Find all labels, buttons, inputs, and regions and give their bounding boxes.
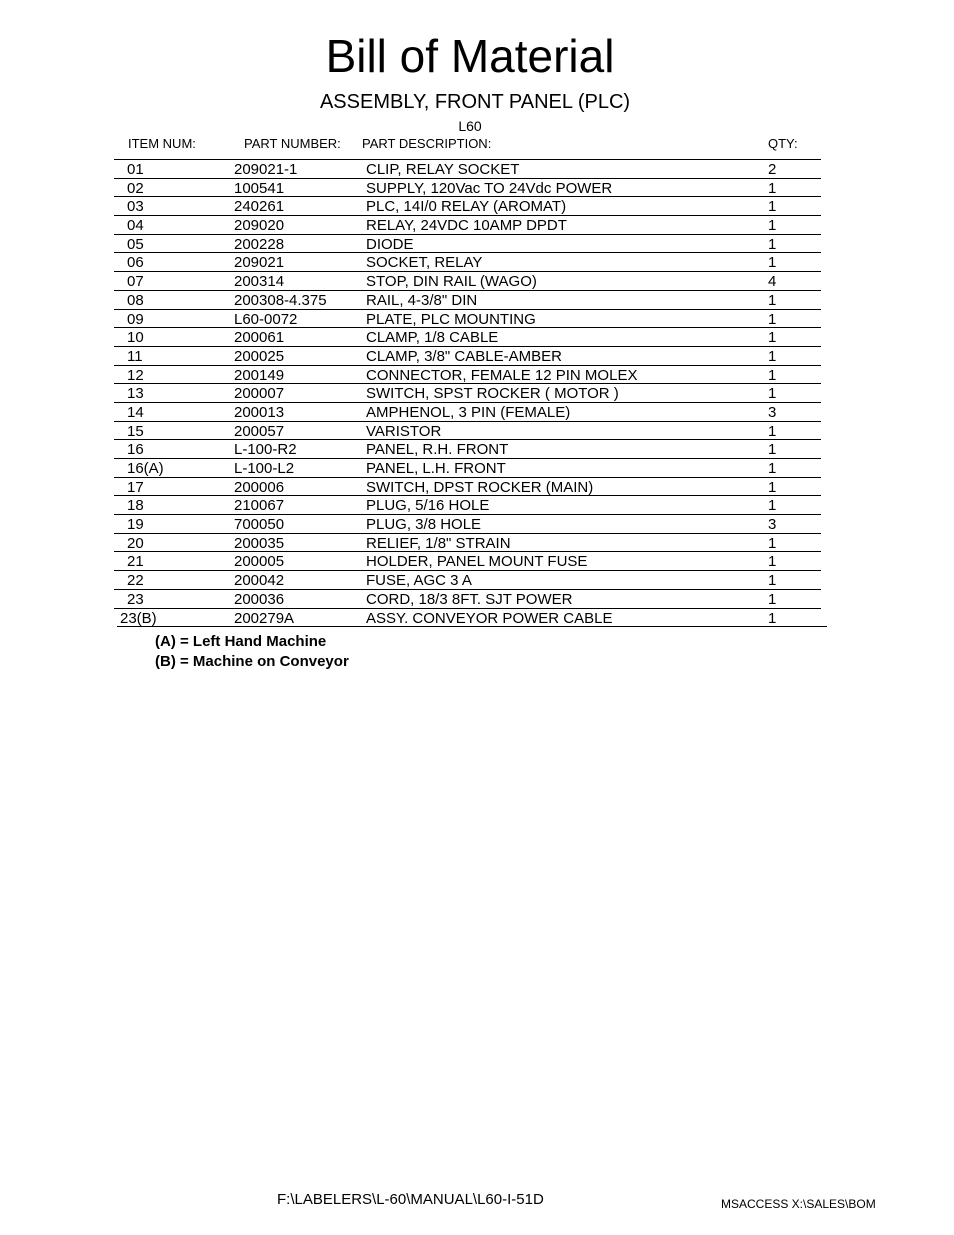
- part-description-cell: PANEL, R.H. FRONT: [366, 441, 509, 459]
- part-number-cell: 200013: [234, 403, 285, 421]
- part-number-cell: 200057: [234, 422, 285, 440]
- table-row: [114, 384, 821, 403]
- part-number-cell: 100541: [234, 179, 285, 197]
- part-number-cell: 200228: [234, 235, 285, 253]
- column-header-part-description: PART DESCRIPTION:: [362, 136, 492, 151]
- part-description-cell: RAIL, 4-3/8" DIN: [366, 291, 478, 309]
- item-num-cell: 14: [127, 403, 144, 421]
- part-number-cell: 209021: [234, 254, 285, 272]
- part-description-cell: SUPPLY, 120Vac TO 24Vdc POWER: [366, 179, 613, 197]
- item-num-cell: 20: [127, 534, 144, 552]
- table-header: [0, 135, 954, 153]
- part-number-cell: 200006: [234, 478, 285, 496]
- part-number-cell: 210067: [234, 497, 285, 515]
- item-num-cell: 07: [127, 273, 144, 291]
- part-number-cell: 209021-1: [234, 161, 298, 178]
- part-description-cell: PLC, 14I/0 RELAY (AROMAT): [366, 198, 567, 216]
- footer-file-path: F:\LABELERS\L-60\MANUAL\L60-I-51D: [277, 1191, 544, 1208]
- qty-cell: 1: [768, 235, 777, 253]
- qty-cell: 1: [768, 460, 777, 477]
- table-row: [114, 179, 821, 198]
- qty-cell: 1: [768, 217, 777, 235]
- qty-cell: 1: [768, 347, 777, 365]
- table-row: [114, 310, 821, 329]
- item-num-cell: 15: [127, 422, 144, 440]
- item-num-cell: 01: [127, 161, 144, 178]
- qty-cell: 1: [768, 590, 777, 608]
- column-header-part-number: PART NUMBER:: [244, 136, 341, 151]
- table-row: [114, 440, 821, 459]
- qty-cell: 2: [768, 161, 777, 178]
- item-num-cell: 03: [127, 198, 144, 216]
- table-row: [114, 328, 821, 347]
- item-num-cell: 12: [127, 366, 144, 384]
- table-row: [114, 272, 821, 291]
- item-num-cell: 13: [127, 385, 144, 403]
- part-number-cell: 200061: [234, 329, 285, 347]
- qty-cell: 1: [768, 366, 777, 384]
- part-description-cell: FUSE, AGC 3 A: [366, 572, 472, 590]
- item-num-cell: 16: [127, 441, 144, 459]
- part-description-cell: SOCKET, RELAY: [366, 254, 483, 272]
- qty-cell: 1: [768, 478, 777, 496]
- table-row: [114, 590, 821, 609]
- table-row: [114, 459, 821, 478]
- table-row: [114, 366, 821, 385]
- part-description-cell: RELIEF, 1/8" STRAIN: [366, 534, 511, 552]
- table-row: [114, 496, 821, 515]
- part-number-cell: 200005: [234, 553, 285, 571]
- qty-cell: 1: [768, 553, 777, 571]
- page-title: Bill of Material: [325, 30, 615, 82]
- part-description-cell: RELAY, 24VDC 10AMP DPDT: [366, 217, 567, 235]
- part-description-cell: CLAMP, 1/8 CABLE: [366, 329, 499, 347]
- part-description-cell: PLUG, 3/8 HOLE: [366, 516, 482, 534]
- part-description-cell: AMPHENOL, 3 PIN (FEMALE): [366, 403, 571, 421]
- qty-cell: 1: [768, 329, 777, 347]
- part-number-cell: L60-0072: [234, 310, 298, 328]
- table-row: [114, 160, 821, 179]
- qty-cell: 1: [768, 198, 777, 216]
- part-number-cell: 200314: [234, 273, 285, 291]
- assembly-subtitle: ASSEMBLY, FRONT PANEL (PLC): [319, 91, 631, 113]
- bom-table: [114, 159, 821, 627]
- part-description-cell: CLAMP, 3/8" CABLE-AMBER: [366, 347, 562, 365]
- column-header-qty: QTY:: [768, 136, 798, 151]
- table-row: [114, 403, 821, 422]
- qty-cell: 3: [768, 403, 777, 421]
- qty-cell: 1: [768, 441, 777, 459]
- part-number-cell: 200035: [234, 534, 285, 552]
- item-num-cell: 16(A): [127, 460, 164, 477]
- item-num-cell: 23: [127, 590, 144, 608]
- part-number-cell: 209020: [234, 217, 285, 235]
- item-num-cell: 21: [127, 553, 144, 571]
- part-description-cell: STOP, DIN RAIL (WAGO): [366, 273, 537, 291]
- item-num-cell: 02: [127, 179, 144, 197]
- qty-cell: 3: [768, 516, 777, 534]
- qty-cell: 4: [768, 273, 777, 291]
- item-num-cell: 04: [127, 217, 144, 235]
- model-number: L60: [458, 118, 482, 134]
- item-num-cell: 08: [127, 291, 144, 309]
- table-row: [114, 478, 821, 497]
- part-description-cell: PLATE, PLC MOUNTING: [366, 310, 536, 328]
- qty-cell: 1: [768, 534, 777, 552]
- item-num-cell: 09: [127, 310, 144, 328]
- part-description-cell: ASSY. CONVEYOR POWER CABLE: [366, 609, 613, 627]
- item-num-cell: 17: [127, 478, 144, 496]
- table-row: [114, 253, 821, 272]
- table-row: [114, 534, 821, 553]
- part-number-cell: 700050: [234, 516, 285, 534]
- item-num-cell: 23(B): [120, 609, 157, 627]
- table-row: [114, 552, 821, 571]
- qty-cell: 1: [768, 422, 777, 440]
- qty-cell: 1: [768, 310, 777, 328]
- table-row: [114, 291, 821, 310]
- part-description-cell: SWITCH, DPST ROCKER (MAIN): [366, 478, 594, 496]
- part-number-cell: 200042: [234, 572, 285, 590]
- part-number-cell: 200149: [234, 366, 285, 384]
- table-row: [114, 216, 821, 235]
- part-number-cell: 200025: [234, 347, 285, 365]
- part-description-cell: SWITCH, SPST ROCKER ( MOTOR ): [366, 385, 619, 403]
- item-num-cell: 19: [127, 516, 144, 534]
- table-row: [114, 235, 821, 254]
- part-description-cell: PLUG, 5/16 HOLE: [366, 497, 490, 515]
- part-number-cell: 200007: [234, 385, 285, 403]
- item-num-cell: 22: [127, 572, 144, 590]
- column-header-item-num: ITEM NUM:: [128, 136, 196, 151]
- footnote-a: (A) = Left Hand Machine: [155, 633, 327, 650]
- part-description-cell: HOLDER, PANEL MOUNT FUSE: [366, 553, 588, 571]
- part-description-cell: CONNECTOR, FEMALE 12 PIN MOLEX: [366, 366, 638, 384]
- part-description-cell: PANEL, L.H. FRONT: [366, 460, 506, 477]
- item-num-cell: 10: [127, 329, 144, 347]
- table-row: [114, 422, 821, 441]
- qty-cell: 1: [768, 254, 777, 272]
- item-num-cell: 05: [127, 235, 144, 253]
- footnotes: [155, 632, 349, 671]
- qty-cell: 1: [768, 572, 777, 590]
- table-row: [117, 609, 827, 628]
- item-num-cell: 11: [127, 347, 143, 365]
- part-number-cell: 200308-4.375: [234, 291, 327, 309]
- item-num-cell: 06: [127, 254, 144, 272]
- table-row: [114, 197, 821, 216]
- part-description-cell: CORD, 18/3 8FT. SJT POWER: [366, 590, 573, 608]
- part-number-cell: L-100-L2: [234, 460, 295, 477]
- part-number-cell: 240261: [234, 198, 285, 216]
- footnote-b: (B) = Machine on Conveyor: [155, 652, 349, 670]
- qty-cell: 1: [768, 385, 777, 403]
- part-number-cell: L-100-R2: [234, 441, 297, 459]
- part-description-cell: VARISTOR: [366, 422, 442, 440]
- table-row: [114, 347, 821, 366]
- table-row: [114, 571, 821, 590]
- qty-cell: 1: [768, 291, 777, 309]
- qty-cell: 1: [768, 497, 777, 515]
- qty-cell: 1: [768, 609, 777, 627]
- footer-source: MSACCESS X:\SALES\BOM: [721, 1197, 876, 1211]
- qty-cell: 1: [768, 179, 777, 197]
- part-description-cell: CLIP, RELAY SOCKET: [366, 161, 520, 178]
- part-description-cell: DIODE: [366, 235, 414, 253]
- part-number-cell: 200036: [234, 590, 285, 608]
- part-number-cell: 200279A: [234, 609, 295, 627]
- item-num-cell: 18: [127, 497, 144, 515]
- table-row: [114, 515, 821, 534]
